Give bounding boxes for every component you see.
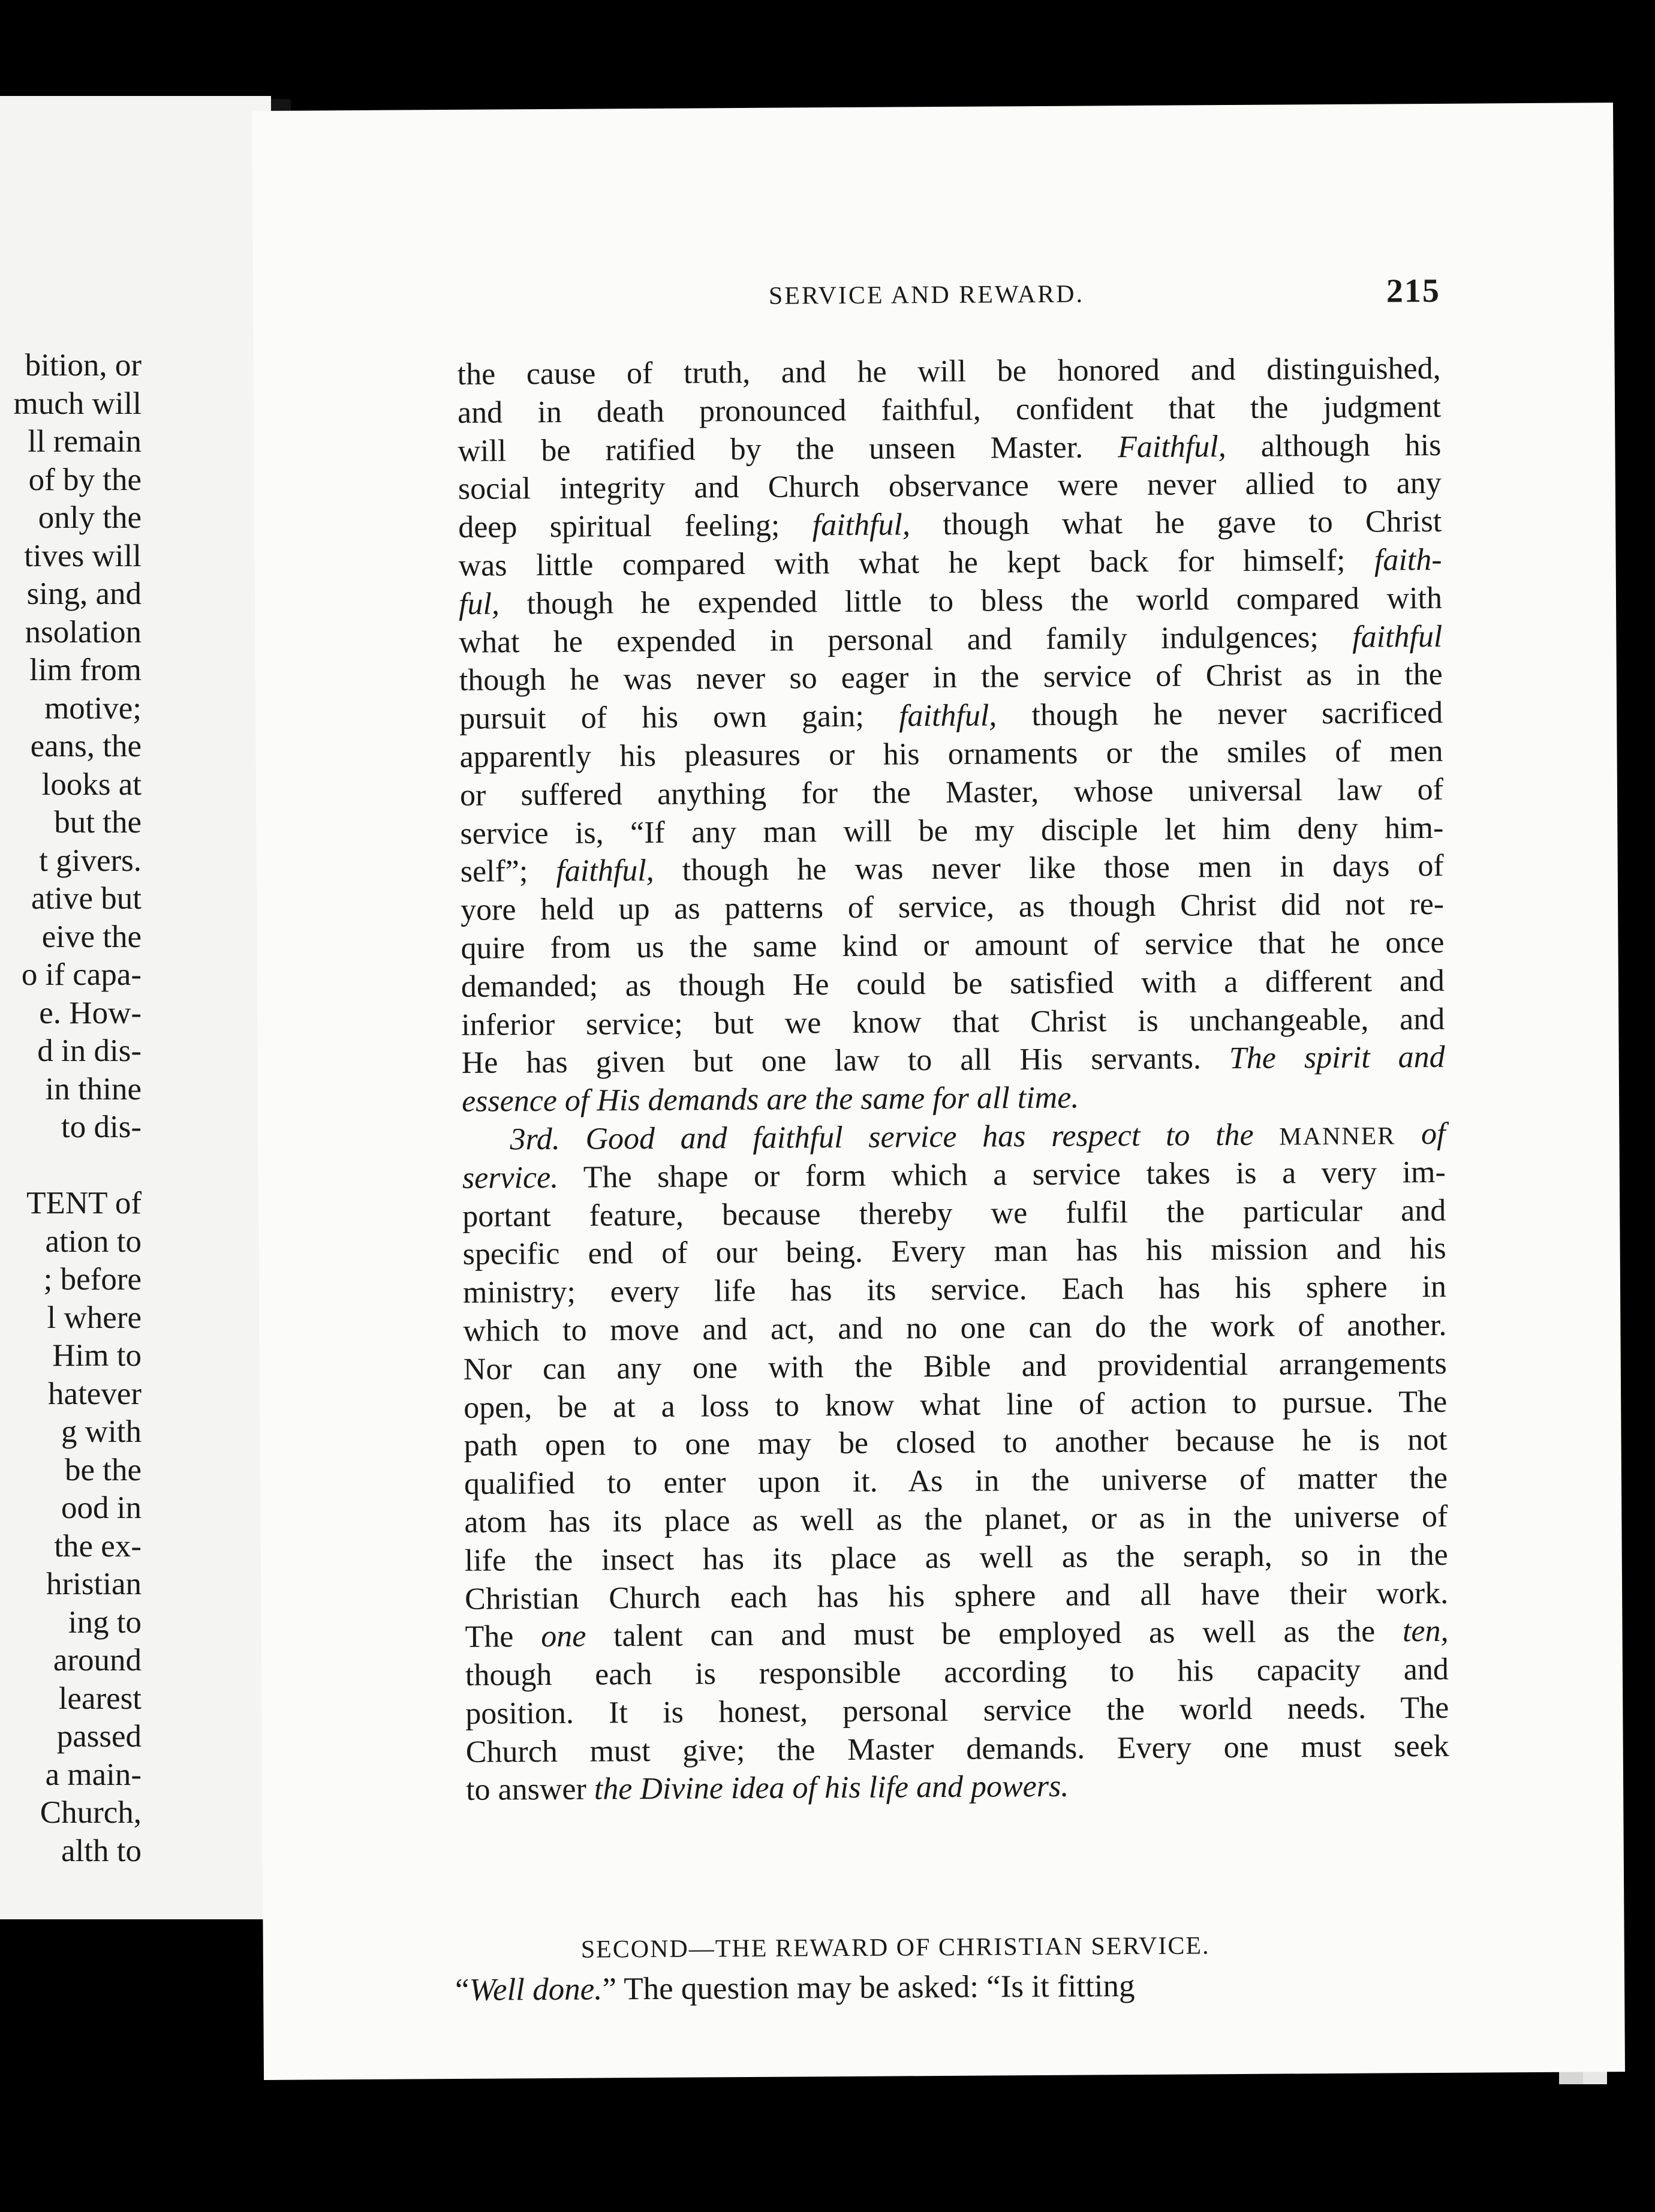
text-run: apparently his pleasures or his ornaments or the smiles of men [459, 734, 1443, 774]
text-run: will be ratified by the unseen Master. [458, 429, 1118, 468]
final-line-rest: The question may be asked: “Is it fitting [616, 1968, 1135, 2007]
right-page [252, 103, 1625, 2080]
italic-text: faithful, [812, 507, 911, 543]
left-page-line: but the [54, 805, 142, 840]
text-run: quire from us the same kind or amount of service that he once [461, 925, 1445, 966]
left-page-line: g with [61, 1414, 142, 1449]
text-run: social integrity and Church observance were never allied to any [458, 466, 1442, 507]
text-run: pursuit of his own gain; [459, 699, 899, 737]
text-run: was little compared with what he kept back for himself; [458, 543, 1375, 583]
body-line [459, 694, 1443, 738]
body-line [462, 1038, 1445, 1083]
body-line [461, 1000, 1445, 1044]
left-page-line: nsolation [25, 614, 142, 650]
body-line [465, 1651, 1449, 1695]
left-page-line: looks at [41, 767, 142, 802]
text-run: The shape or form which a service takes is a very im- [558, 1155, 1446, 1195]
text-run: deep spiritual feeling; [458, 508, 813, 545]
text-run: to answer [465, 1772, 594, 1808]
text-run: self”; [460, 854, 556, 889]
text-run: portant feature, because thereby we fulfil the particular and [462, 1193, 1446, 1234]
body-line [460, 771, 1443, 815]
left-page-line: lim from [29, 653, 142, 687]
text-run: though each is responsible according to his capacity and [465, 1652, 1449, 1693]
body-line [466, 1765, 1449, 1810]
left-page-line: only the [38, 500, 142, 535]
left-page-line: Church, [40, 1795, 142, 1830]
text-run: yore held up as patterns of service, as though Christ did not re- [460, 887, 1445, 928]
body-line [461, 847, 1444, 891]
text-run: path open to one may be closed to another because he is not [464, 1423, 1448, 1463]
italic-text: service. [462, 1160, 559, 1195]
left-page-line: of by the [28, 462, 142, 497]
left-page-line: hatever [48, 1376, 142, 1411]
left-page-line: t givers. [39, 843, 142, 878]
left-page-line: l where [47, 1300, 142, 1335]
italic-text: one [541, 1619, 586, 1654]
italic-text: ful, [458, 587, 500, 621]
body-line [458, 464, 1442, 509]
left-page-text [14, 347, 142, 1870]
text-run: though he expended little to bless the world compared with [499, 581, 1443, 621]
text-run: and in death pronounced faithful, confident that the judgment [457, 389, 1442, 430]
text-run: talent can and must be employed as well as the [586, 1614, 1403, 1654]
left-page-line: be the [64, 1452, 142, 1487]
text-run: He has given but one law to all His servants. [461, 1041, 1230, 1081]
text-run: though he was never so eager in the service of Christ as in the [459, 657, 1443, 698]
body-line [463, 1268, 1446, 1312]
left-page-line: eive the [41, 919, 142, 954]
left-page-line: o if capa- [21, 957, 142, 992]
italic-text: faith- [1374, 542, 1442, 578]
body-line [464, 1459, 1448, 1504]
body-line [459, 656, 1443, 700]
left-page-line: d in dis- [37, 1033, 142, 1068]
body-line [458, 541, 1442, 585]
text-run: though he never sacrificed [997, 696, 1443, 733]
text-run: inferior service; but we know that Christ is unchangeable, and [461, 1002, 1445, 1042]
text-run: what he expended in personal and family indulgences; [459, 620, 1353, 660]
text-run: Christian Church each has his sphere and all have their work. [464, 1576, 1449, 1616]
text-run: life the insect has its place as well as the seraph, so in the [464, 1537, 1448, 1578]
text-run: atom has its place as well as the planet, or as in the universe of [464, 1499, 1448, 1540]
italic-text: Faithful, [1117, 429, 1226, 464]
running-head: SERVICE AND REWARD. [768, 280, 1085, 310]
italic-text: 3rd. Good and faithful service has respect to the [510, 1117, 1280, 1157]
body-line [465, 1689, 1449, 1733]
italic-text: faithful, [898, 698, 997, 734]
left-page-line: eans, the [30, 729, 142, 764]
text-run: or suffered anything for the Master, whose universal law of [459, 772, 1444, 813]
left-page-line: hristian [46, 1567, 142, 1601]
left-page-line: ll remain [28, 424, 142, 459]
left-page-line: Him to [52, 1338, 142, 1373]
left-page-line: around [53, 1643, 142, 1678]
left-page-line: ; before [43, 1262, 142, 1297]
left-page-line: alth to [61, 1833, 142, 1868]
text-run: Nor can any one with the Bible and providential arrangements [463, 1346, 1447, 1387]
text-run: which to move and act, and no one can do the work of another. [463, 1308, 1447, 1348]
body-line [458, 503, 1442, 547]
text-run: although his [1226, 428, 1442, 464]
text-run: Church must give; the Master demands. Every one must seek [465, 1729, 1449, 1769]
text-run: though what he gave to Christ [910, 504, 1442, 542]
left-page-line: sing, and [26, 576, 142, 611]
left-page-line: e. How- [39, 995, 142, 1030]
body-line [462, 1191, 1446, 1236]
left-page-line: the ex- [54, 1528, 142, 1564]
left-page-line: learest [58, 1681, 142, 1716]
left-page-line: TENT of [26, 1186, 142, 1221]
body-line [459, 579, 1442, 624]
body-text [457, 350, 1449, 1810]
body-line [464, 1345, 1447, 1389]
text-run: position. It is honest, personal service the world needs. The [465, 1690, 1449, 1731]
left-page-line: ative but [31, 881, 142, 916]
italic-text: of [1395, 1116, 1446, 1152]
body-line [457, 350, 1440, 394]
body-line [458, 388, 1441, 432]
body-line [463, 1306, 1446, 1351]
text-run: ministry; every life has its service. Each has his sphere in [462, 1269, 1447, 1311]
body-line [466, 1727, 1449, 1772]
left-page-line: a main- [45, 1757, 142, 1792]
italic-text: The spirit and [1229, 1040, 1445, 1076]
quote-open: “ [455, 1972, 470, 2007]
quote-close: ” [602, 1971, 617, 2007]
text-run: though he was never like those men in days of [654, 849, 1444, 888]
page-number: 215 [1386, 272, 1441, 310]
body-line [464, 1421, 1447, 1465]
body-line [465, 1612, 1448, 1657]
body-line [464, 1498, 1448, 1542]
body-line [465, 1574, 1448, 1618]
text-run: service is, “If any man will be my disciple let him deny him- [460, 810, 1444, 851]
body-line [461, 924, 1444, 968]
body-line [462, 1153, 1446, 1198]
left-page-line: ood in [61, 1490, 142, 1525]
body-line [461, 885, 1444, 930]
small-caps-text: MANNER [1279, 1122, 1396, 1151]
left-page-line [14, 1147, 142, 1185]
text-run: specific end of our being. Every man has his mission and his [462, 1231, 1446, 1272]
body-line [465, 1536, 1448, 1580]
italic-text: essence of His demands are the same for all time. [461, 1080, 1079, 1119]
left-page-line: in thine [45, 1071, 142, 1107]
italic-text: faithful, [556, 853, 654, 889]
body-line [464, 1382, 1447, 1427]
left-page-line: much will [13, 386, 142, 421]
left-page-line: bition, or [25, 348, 142, 383]
section-heading: SECOND—THE REWARD OF CHRISTIAN SERVICE. [580, 1932, 1210, 1964]
body-line [462, 1077, 1445, 1121]
text-run: The [465, 1619, 541, 1655]
italic-text: faithful [1352, 619, 1443, 654]
italic-text: ten, [1402, 1614, 1449, 1649]
left-page [0, 96, 271, 1919]
text-run: demanded; as though He could be satisfied with a different and [461, 963, 1445, 1004]
body-line [459, 617, 1442, 662]
left-page-line: ation to [45, 1224, 142, 1259]
body-line [462, 1230, 1446, 1274]
left-page-line: tives will [24, 538, 142, 573]
left-page-line: to dis- [61, 1110, 142, 1144]
body-line [461, 962, 1445, 1006]
body-line [462, 1115, 1445, 1159]
body-line [459, 732, 1443, 777]
italic-text: the Divine idea of his life and powers. [594, 1769, 1069, 1807]
left-page-line: ing to [68, 1604, 142, 1640]
text-run: open, be at a loss to know what line of action to pursue. The [464, 1384, 1448, 1425]
final-line [455, 1966, 1451, 2008]
well-done-text: Well done. [469, 1971, 603, 2007]
text-run: qualified to enter upon it. As in the universe of matter the [464, 1460, 1448, 1501]
body-line [458, 426, 1441, 470]
body-line [460, 809, 1443, 853]
text-run: the cause of truth, and he will be honored and distinguished, [457, 351, 1441, 392]
left-page-line: motive; [44, 690, 142, 726]
left-page-line: passed [56, 1719, 142, 1754]
